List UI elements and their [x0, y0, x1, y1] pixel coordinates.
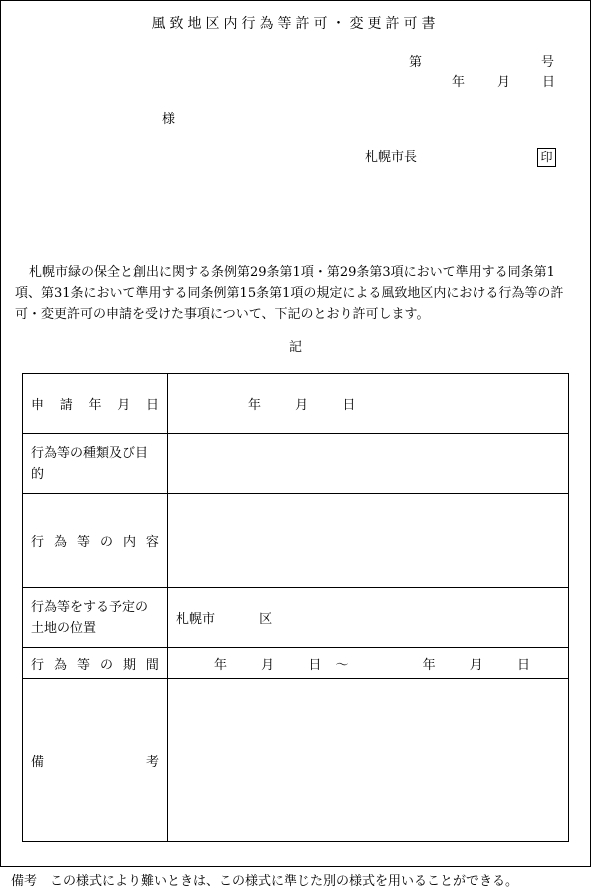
label-kind: 行為等の種類及び目的 — [23, 434, 168, 494]
value-content[interactable] — [168, 494, 569, 588]
row-application-date — [23, 374, 569, 434]
body-text: 札幌市緑の保全と創出に関する条例第29条第1項・第29条第3項において準用する同条第1項、第31条において準用する同条例第15条第1項の規定による風致地区内における行為等の許可・変更許可の申請を受けた事項について、下記のとおり許可します。 — [15, 265, 564, 322]
footnote: 備考 この様式により難いときは、この様式に準じた別の様式を用いることができる。 — [11, 874, 519, 889]
label-application-date: 申 請 年 月 日 — [23, 374, 168, 434]
issue-day: 日 — [542, 75, 556, 90]
row-period — [23, 648, 569, 679]
document-title: 風致地区内行為等許可・変更許可書 — [151, 16, 440, 32]
value-period[interactable]: 年 月 日 ～ 年 月 日 — [168, 648, 569, 679]
issue-month: 月 — [497, 75, 511, 90]
record-table — [22, 373, 569, 842]
value-kind[interactable] — [168, 434, 569, 494]
ki-heading: 記 — [289, 340, 303, 355]
issue-year: 年 — [452, 75, 466, 90]
value-application-date[interactable]: 年 月 日 — [168, 374, 569, 434]
row-remarks — [23, 679, 569, 842]
number-go: 号 — [541, 55, 555, 70]
label-location: 行為等をする予定の土地の位置 — [23, 588, 168, 648]
label-content: 行 為 等 の 内 容 — [23, 494, 168, 588]
seal-stamp: 印 — [537, 148, 556, 167]
row-location — [23, 588, 569, 648]
number-dai: 第 — [409, 55, 423, 70]
issuer-name: 札幌市長 — [365, 150, 418, 165]
value-remarks[interactable] — [168, 679, 569, 842]
addressee-suffix: 様 — [162, 112, 176, 127]
label-period: 行 為 等 の 期 間 — [23, 648, 168, 679]
value-location[interactable]: 札幌市 区 — [168, 588, 569, 648]
row-kind — [23, 434, 569, 494]
label-remarks: 備 考 — [23, 679, 168, 842]
row-content — [23, 494, 569, 588]
